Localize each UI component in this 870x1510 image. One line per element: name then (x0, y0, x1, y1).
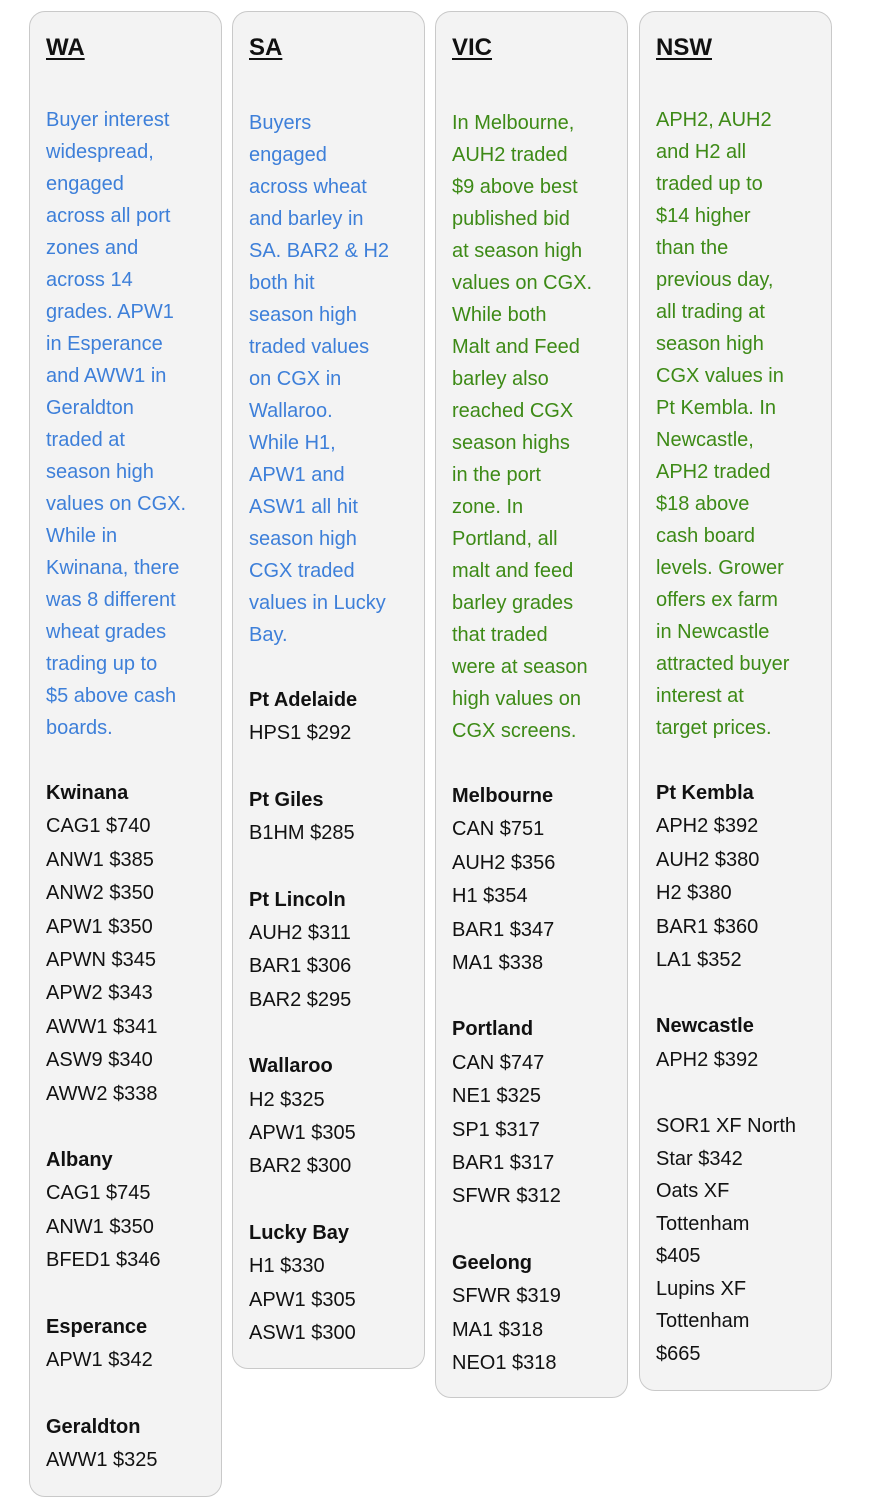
summary-line: previous day, (656, 269, 774, 291)
summary-line: APH2, AUH2 (656, 109, 772, 131)
summary-line: AUH2 traded (452, 144, 568, 166)
price-line: APW2 $343 (46, 982, 153, 1005)
summary-line: $9 above best (452, 176, 578, 198)
summary-line: $18 above (656, 493, 750, 515)
price-line: ANW1 $350 (46, 1215, 154, 1238)
summary-line: grades. APW1 (46, 301, 174, 323)
summary-line: Buyers (249, 112, 312, 134)
port-name: Geelong (452, 1251, 533, 1274)
price-line: Tottenham (656, 1212, 750, 1235)
port-block-newcastle (656, 1010, 815, 1077)
summary-line: traded values (249, 336, 370, 358)
price-line: ANW2 $350 (46, 882, 154, 905)
summary-line: Kwinana, there (46, 557, 180, 579)
summary-line: and AWW1 in (46, 365, 167, 387)
price-line: BFED1 $346 (46, 1249, 161, 1272)
summary-line: on CGX in (249, 368, 342, 390)
price-line: AWW2 $338 (46, 1082, 158, 1105)
port-block-pt-adelaide (249, 684, 408, 751)
price-line: AUH2 $356 (452, 851, 556, 874)
port-name: Albany (46, 1149, 113, 1172)
summary-line: season high (249, 528, 357, 550)
port-name: Kwinana (46, 782, 129, 804)
port-name: Newcastle (656, 1015, 754, 1038)
price-line: AUH2 $380 (656, 848, 760, 871)
port-block-pt-giles (249, 784, 408, 851)
price-line: Tottenham (656, 1310, 750, 1333)
price-line: NEO1 $318 (452, 1352, 557, 1375)
summary-line: APH2 traded (656, 461, 771, 483)
price-line: ASW9 $340 (46, 1049, 153, 1072)
column-title: WA (46, 34, 85, 61)
price-line: CAN $747 (452, 1051, 545, 1074)
price-line: MA1 $318 (452, 1318, 544, 1341)
price-line: APW1 $305 (249, 1288, 356, 1311)
summary-line: Buyer interest (46, 109, 170, 131)
port-name: Pt Kembla (656, 782, 754, 804)
price-line: APW1 $305 (249, 1122, 356, 1145)
port-block-pt-kembla (656, 777, 815, 977)
price-line: AUH2 $311 (249, 922, 351, 945)
port-block-pt-lincoln (249, 884, 408, 1018)
summary-line: attracted buyer (656, 653, 790, 675)
summary-line: While H1, (249, 432, 336, 454)
summary-line: across 14 (46, 269, 133, 291)
price-line: Lupins XF (656, 1277, 747, 1300)
summary-line: CGX screens. (452, 720, 577, 742)
summary-line: traded up to (656, 173, 763, 195)
price-line: H1 $330 (249, 1255, 325, 1278)
summary-line: across wheat (249, 176, 367, 198)
port-name: Esperance (46, 1315, 148, 1338)
port-block-melbourne (452, 780, 611, 980)
port-name: Pt Lincoln (249, 888, 346, 911)
summary-line: levels. Grower (656, 557, 784, 579)
summary-line: $14 higher (656, 205, 751, 227)
market-summary (452, 107, 602, 747)
summary-line: wheat grades (46, 621, 167, 643)
summary-line: barley also (452, 368, 549, 390)
summary-line: values on CGX. (46, 493, 187, 515)
summary-line: published bid (452, 208, 570, 230)
port-name: Pt Giles (249, 788, 324, 811)
price-line: H2 $380 (656, 882, 732, 905)
summary-line: malt and feed (452, 560, 574, 582)
ex-farm-prices (656, 1110, 815, 1370)
summary-line: all trading at (656, 301, 765, 323)
summary-line: Bay. (249, 624, 288, 646)
summary-line: in Newcastle (656, 621, 770, 643)
summary-line: Malt and Feed (452, 336, 580, 358)
price-line: SP1 $317 (452, 1118, 540, 1141)
port-name: Portland (452, 1018, 534, 1041)
summary-line: $5 above cash (46, 685, 177, 707)
summary-line: cash board (656, 525, 755, 547)
price-line: H2 $325 (249, 1088, 325, 1111)
price-line: CAN $751 (452, 818, 545, 841)
summary-line: season high (249, 304, 357, 326)
summary-line: was 8 different (46, 589, 176, 611)
price-line: ASW1 $300 (249, 1322, 356, 1345)
price-line: BAR2 $300 (249, 1155, 352, 1178)
summary-line: across all port (46, 205, 171, 227)
price-line: Star $342 (656, 1147, 743, 1170)
price-line: NE1 $325 (452, 1085, 541, 1108)
market-summary (656, 104, 806, 744)
price-line: APH2 $392 (656, 1048, 759, 1071)
port-block-lucky-bay (249, 1217, 408, 1351)
port-block-geraldton (46, 1411, 205, 1478)
price-line: AWW1 $325 (46, 1448, 158, 1471)
port-block-esperance (46, 1311, 205, 1378)
column-title: SA (249, 34, 283, 61)
price-line: Oats XF (656, 1180, 730, 1203)
summary-line: Newcastle, (656, 429, 754, 451)
column-sa (232, 11, 425, 1369)
summary-line: APW1 and (249, 464, 345, 486)
price-line: SOR1 XF North (656, 1115, 797, 1138)
summary-line: zone. In (452, 496, 524, 518)
summary-line: zones and (46, 237, 139, 259)
port-block-wallaroo (249, 1050, 408, 1184)
summary-line: in the port (452, 464, 541, 486)
summary-line: widespread, (46, 141, 154, 163)
port-name: Pt Adelaide (249, 689, 358, 711)
summary-line: engaged (249, 144, 327, 166)
column-title: NSW (656, 34, 712, 61)
summary-line: target prices. (656, 717, 772, 739)
summary-line: in Esperance (46, 333, 163, 355)
market-summary (249, 107, 399, 651)
summary-line: and H2 all (656, 141, 747, 163)
price-line: CAG1 $745 (46, 1182, 151, 1205)
price-line: APWN $345 (46, 949, 157, 972)
summary-line: In Melbourne, (452, 112, 575, 134)
summary-line: and barley in (249, 208, 364, 230)
summary-line: were at season (452, 656, 588, 678)
column-nsw (639, 11, 832, 1391)
port-name: Wallaroo (249, 1055, 333, 1078)
price-line: LA1 $352 (656, 949, 742, 972)
price-line: APH2 $392 (656, 815, 759, 838)
price-line: BAR1 $317 (452, 1152, 555, 1175)
port-name: Lucky Bay (249, 1221, 350, 1244)
summary-line: high values on (452, 688, 581, 710)
summary-line: barley grades (452, 592, 574, 614)
summary-line: traded at (46, 429, 125, 451)
price-line: $405 (656, 1245, 701, 1268)
summary-line: engaged (46, 173, 124, 195)
port-block-albany (46, 1144, 205, 1278)
summary-line: ASW1 all hit (249, 496, 358, 518)
summary-line: Wallaroo. (249, 400, 333, 422)
summary-line: that traded (452, 624, 548, 646)
price-line: HPS1 $292 (249, 722, 352, 745)
port-block-portland (452, 1013, 611, 1213)
price-line: H1 $354 (452, 885, 528, 908)
price-line: SFWR $312 (452, 1185, 561, 1208)
summary-line: both hit (249, 272, 315, 294)
port-block-geelong (452, 1247, 611, 1381)
summary-line: While both (452, 304, 547, 326)
summary-line: CGX traded (249, 560, 355, 582)
price-line: MA1 $338 (452, 952, 544, 975)
summary-line: trading up to (46, 653, 158, 675)
port-name: Geraldton (46, 1415, 141, 1438)
summary-line: at season high (452, 240, 583, 262)
port-name: Melbourne (452, 785, 554, 807)
price-line: BAR1 $347 (452, 918, 555, 941)
summary-line: values in Lucky (249, 592, 386, 614)
summary-line: CGX values in (656, 365, 784, 387)
price-line: B1HM $285 (249, 822, 355, 845)
price-line: CAG1 $740 (46, 815, 151, 838)
column-title: VIC (452, 34, 493, 61)
summary-line: SA. BAR2 & H2 (249, 240, 390, 262)
summary-line: interest at (656, 685, 744, 707)
summary-line: values on CGX. (452, 272, 593, 294)
price-line: BAR2 $295 (249, 988, 352, 1011)
market-summary (46, 104, 196, 744)
port-block-kwinana (46, 777, 205, 1111)
price-line: APW1 $350 (46, 915, 153, 938)
summary-line: Geraldton (46, 397, 134, 419)
price-line: SFWR $319 (452, 1285, 561, 1308)
price-line: AWW1 $341 (46, 1015, 158, 1038)
price-line: BAR1 $360 (656, 915, 759, 938)
price-line: BAR1 $306 (249, 955, 352, 978)
summary-line: While in (46, 525, 118, 547)
summary-line: season high (46, 461, 154, 483)
summary-line: Pt Kembla. In (656, 397, 777, 419)
summary-line: season highs (452, 432, 570, 454)
summary-line: reached CGX (452, 400, 574, 422)
summary-line: Portland, all (452, 528, 558, 550)
column-wa (29, 11, 222, 1497)
summary-line: boards. (46, 717, 113, 739)
summary-line: offers ex farm (656, 589, 778, 611)
price-line: ANW1 $385 (46, 848, 154, 871)
price-line: $665 (656, 1342, 701, 1365)
column-vic (435, 11, 628, 1398)
summary-line: than the (656, 237, 729, 259)
summary-line: season high (656, 333, 764, 355)
price-line: APW1 $342 (46, 1349, 153, 1372)
